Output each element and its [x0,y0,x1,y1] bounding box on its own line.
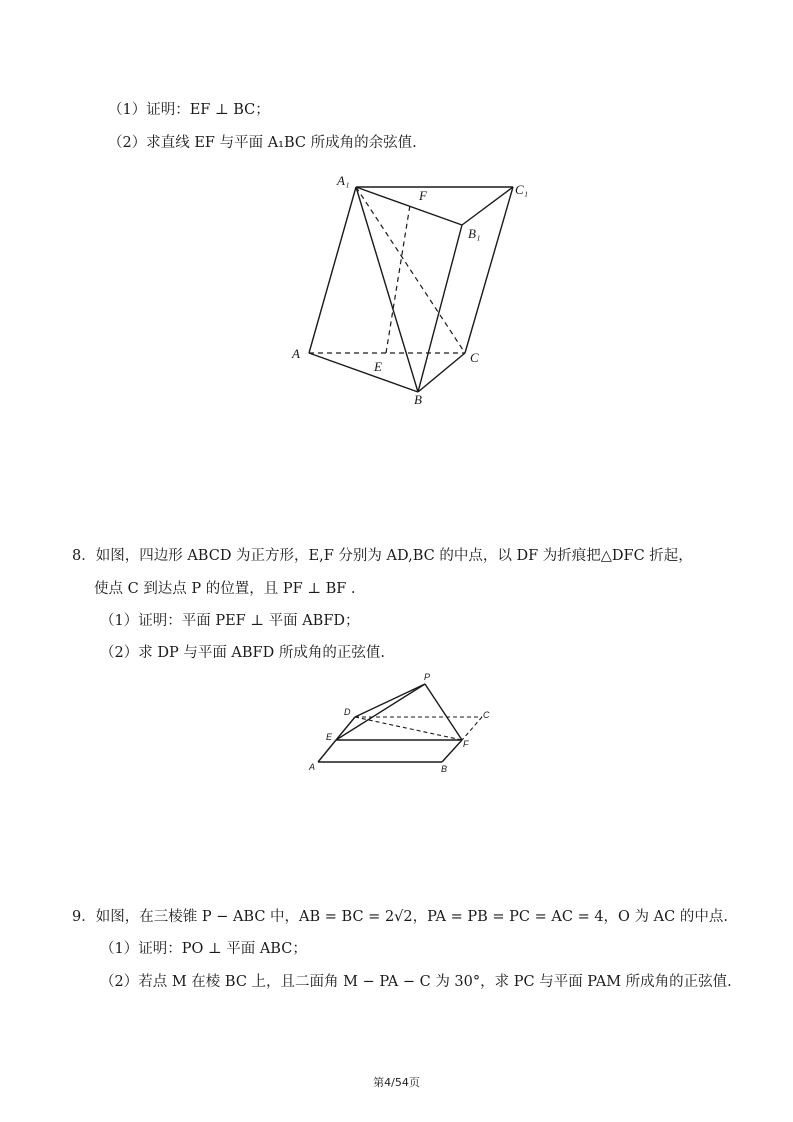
edge-CC1 [465,187,513,353]
q9-part2: （2）若点 M 在棱 BC 上，且二面角 M − PA − C 为 30°，求 PC 与平面 PAM 所成角的正弦值. [100,974,732,990]
edge-AB [309,353,418,392]
label-A1: A₁ [337,173,350,188]
label-P: P [424,672,431,682]
q8-part1: （1）证明：平面 PEF ⊥ 平面 ABFD； [100,613,360,629]
label-A: A [292,346,300,361]
edge-B1C1 [462,187,513,225]
q8-stem-line2: 使点 C 到达点 P 的位置，且 PF ⊥ BF . [94,581,356,597]
label-C1: C₁ [515,182,529,197]
edge-A1B1 [356,187,462,225]
label-E: E [374,359,382,374]
edge-CF-hidden [462,717,482,740]
q8-part2: （2）求 DP 与平面 ABFD 所成角的正弦值. [100,645,385,661]
label-D: D [344,707,351,717]
label-C: C [470,350,479,365]
q9-stem: 9．如图，在三棱锥 P − ABC 中，AB = BC = 2√2，PA = PB = PC = AC = 4，O 为 AC 的中点. [72,909,728,925]
q7-part2: （2）求直线 EF 与平面 A₁BC 所成角的余弦值. [108,135,417,151]
edge-BB1 [418,225,462,392]
label-C: C [483,710,490,720]
edge-AE [318,740,336,762]
q9-part1: （1）证明：PO ⊥ 平面 ABC； [100,941,307,957]
edge-BF [442,740,462,762]
edge-A1C-hidden [356,187,465,353]
label-B: B [414,392,422,407]
edge-ED [336,717,355,740]
edge-EF-hidden [386,205,410,353]
q8-stem-line1: 8．如图，四边形 ABCD 为正方形，E,F 分别为 AD,BC 的中点，以 DF 为折痕把△DFC 折起， [72,548,693,564]
q7-prism-figure [285,172,535,408]
label-F: F [463,739,469,749]
page-number: 第4/54页 [373,1076,420,1089]
edge-PF [425,684,462,740]
edge-BC [418,353,465,392]
q7-part1: （1）证明：EF ⊥ BC； [108,102,270,118]
edge-DF-hidden [355,717,462,740]
label-A: A [309,762,316,772]
label-B: B [441,764,448,774]
label-F: F [419,188,427,203]
edge-A1B [356,187,418,392]
label-B1: B₁ [468,226,481,241]
edge-DP [355,684,425,717]
label-E: E [326,732,333,742]
edge-AA1 [309,187,356,353]
q8-fold-figure [305,668,500,780]
